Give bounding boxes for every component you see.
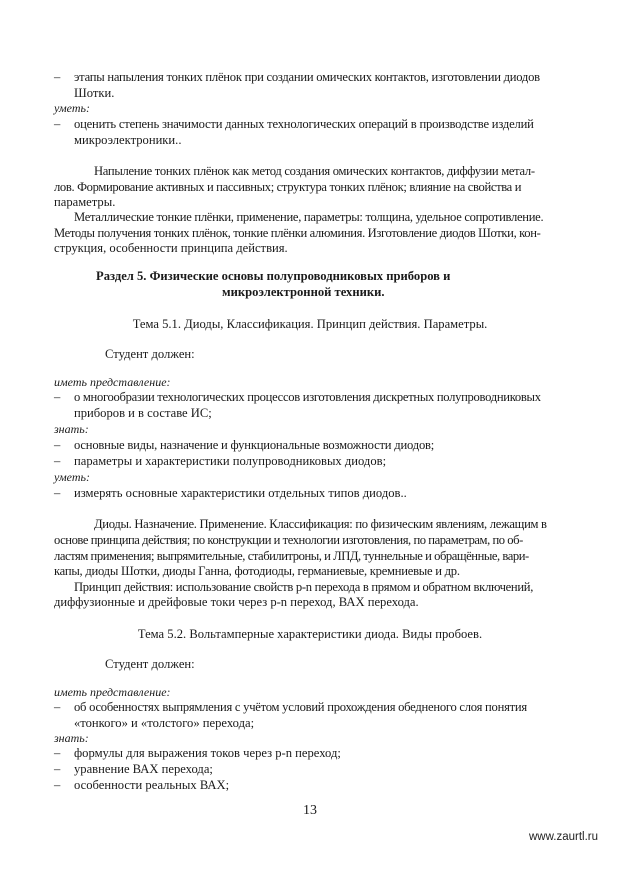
section-heading: Раздел 5. Физические основы полупроводниковых приборов и <box>96 269 451 283</box>
paragraph-line: капы, диоды Шотки, диоды Ганна, фотодиоды, германиевые, кремниевые и др. <box>54 564 460 578</box>
paragraph-line: ластям применения; выпрямительные, стабилитроны, и ЛПД, туннельные и обращённые, вари- <box>54 549 529 563</box>
topic-title: Тема 5.2. Вольтамперные характеристики диода. Виды пробоев. <box>137 627 483 641</box>
site-link[interactable]: www.zaurtl.ru <box>528 831 598 843</box>
list-item-text: приборов и в составе ИС; <box>74 406 212 420</box>
list-item-text: измерять основные характеристики отдельных типов диодов.. <box>74 486 407 500</box>
list-item-text: основные виды, назначение и функциональные возможности диодов; <box>74 438 435 452</box>
section-label: уметь: <box>54 470 90 484</box>
section-label: уметь: <box>54 101 90 115</box>
bullet-dash: – <box>54 700 61 714</box>
bullet-dash: – <box>54 390 61 404</box>
page-number: 13 <box>303 803 317 818</box>
paragraph-line: диффузионные и дрейфовые токи через p-n переход, ВАХ перехода. <box>54 595 419 609</box>
list-item-text: микроэлектроники.. <box>74 133 182 147</box>
paragraph-line: Принцип действия: использование свойств p-n перехода в прямом и обратном включений, <box>74 580 534 594</box>
list-item-text: уравнение ВАХ перехода; <box>74 762 213 776</box>
section-label: иметь представление: <box>54 375 171 389</box>
list-item-text: оценить степень значимости данных технологических операций в производстве изделий <box>74 117 534 131</box>
bullet-dash: – <box>54 70 61 84</box>
list-item-text: Шотки. <box>74 86 115 100</box>
bullet-dash: – <box>54 778 61 792</box>
bullet-dash: – <box>54 746 61 760</box>
paragraph-line: лов. Формирование активных и пассивных; структура тонких плёнок; влияние на свойства и <box>54 180 522 194</box>
bullet-dash: – <box>54 438 61 452</box>
student-must: Студент должен: <box>105 657 195 671</box>
paragraph-line: основе принципа действия; по конструкции и технологии изготовления, по параметрам, по об- <box>54 533 523 547</box>
section-label: иметь представление: <box>54 685 171 699</box>
bullet-dash: – <box>54 486 61 500</box>
paragraph-line: Металлические тонкие плёнки, применение, параметры: толщина, удельное сопротивление. <box>74 210 544 224</box>
list-item-text: об особенностях выпрямления с учётом условий прохождения обедненого слоя понятия <box>74 700 527 714</box>
bullet-dash: – <box>54 117 61 131</box>
list-item-text: «тонкого» и «толстого» перехода; <box>74 716 255 730</box>
bullet-dash: – <box>54 762 61 776</box>
paragraph-line: струкция, особенности принципа действия. <box>54 241 288 255</box>
section-label: знать: <box>54 731 89 745</box>
paragraph-line: Напыление тонких плёнок как метод создания омических контактов, диффузии метал- <box>94 164 535 178</box>
section-label: знать: <box>54 422 89 436</box>
topic-title: Тема 5.1. Диоды, Классификация. Принцип действия. Параметры. <box>132 317 488 331</box>
list-item-text: о многообразии технологических процессов изготовления дискретных полупроводниковых <box>74 390 541 404</box>
section-heading: микроэлектронной техники. <box>222 285 385 299</box>
list-item-text: этапы напыления тонких плёнок при создании омических контактов, изготовлении диодов <box>74 70 540 84</box>
list-item-text: формулы для выражения токов через p-n переход; <box>74 746 341 760</box>
paragraph-line: Методы получения тонких плёнок, тонкие плёнки алюминия. Изготовление диодов Шотки, кон- <box>54 226 541 240</box>
bullet-dash: – <box>54 454 61 468</box>
list-item-text: параметры и характеристики полупроводниковых диодов; <box>74 454 387 468</box>
list-item-text: особенности реальных ВАХ; <box>74 778 230 792</box>
student-must: Студент должен: <box>105 347 195 361</box>
paragraph-line: Диоды. Назначение. Применение. Классификация: по физическим явлениям, лежащим в <box>94 517 547 531</box>
paragraph-line: параметры. <box>54 195 116 209</box>
